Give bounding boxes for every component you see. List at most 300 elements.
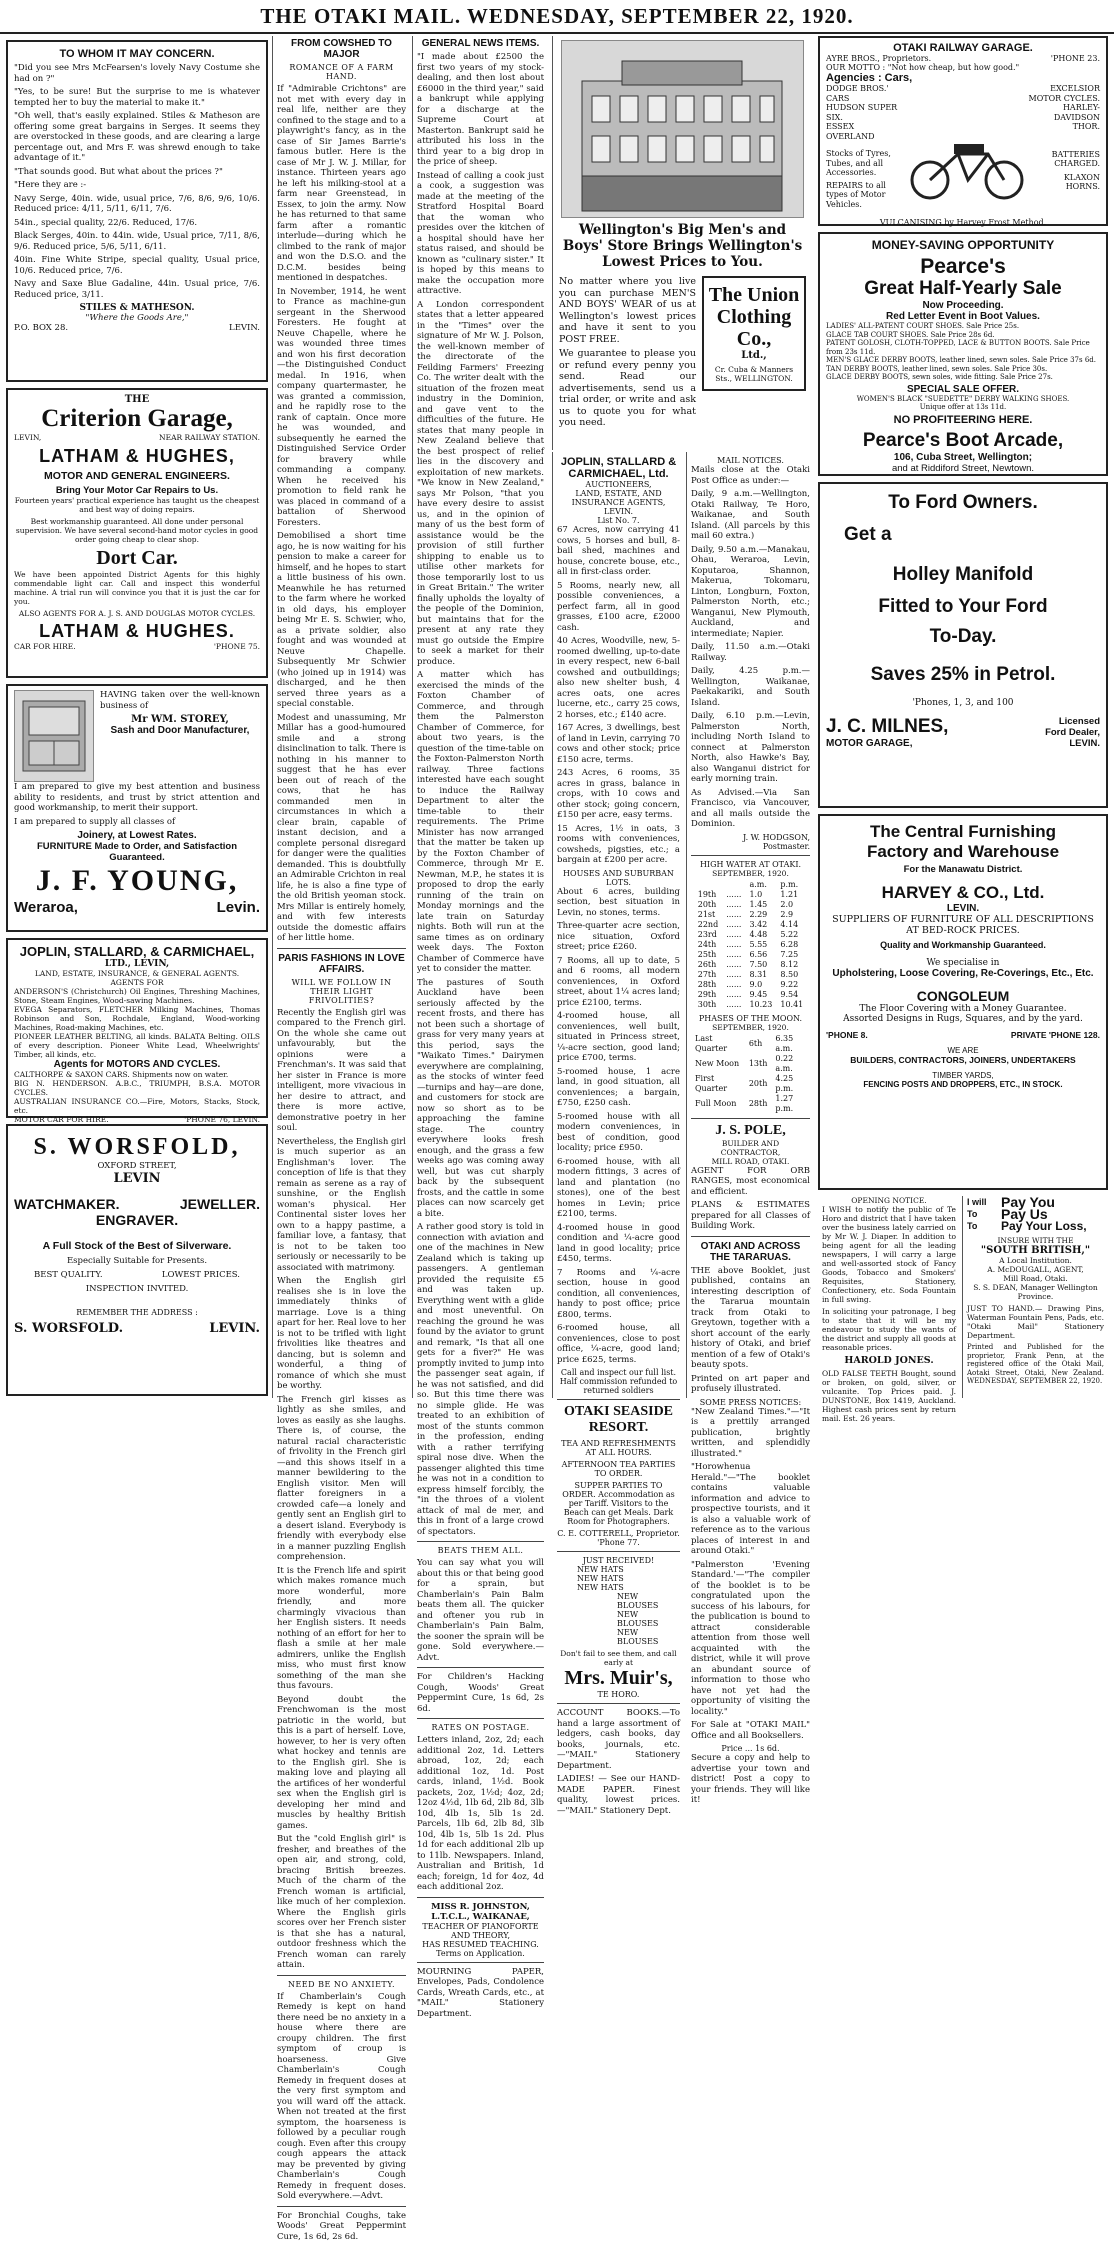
union-headline: Wellington's Big Men's and Boys' Store Brings Wellington's Lowest Prices to You.: [553, 222, 812, 270]
tide-cell: 4.14: [776, 920, 807, 930]
blouse-line: NEW BLOUSES: [557, 1592, 680, 1610]
joplin2-agents: LAND, ESTATE, AND INSURANCE AGENTS,: [557, 489, 680, 507]
mourning-ad: MOURNING PAPER, Envelopes, Pads, Condolence Cards, Wreath Cards, etc., at "MAIL" Stationery Department.: [417, 1967, 544, 2020]
car-brand: HUDSON SUPER SIX.: [826, 103, 908, 122]
tide-cell: 20th: [694, 900, 722, 910]
milnes-name: J. C. MILNES,: [826, 716, 948, 738]
cowshed-para: Demobilised a short time ago, he is now waiting for his pension to make a career for himself, and he hopes to start a little business of his own. Meanwhile he has returned to the farm where he worked in old days, his employer being Mr E. S. Schwier, who, as a private soldier, also fought and was wounded at Neuve Chapelle. Subsequently Mr Schwier (who joined up in 1914) was discharged, and he then served three years as a special constable.: [277, 531, 406, 710]
tide-row: [694, 940, 808, 950]
worsfold-stock: A Full Stock of the Best of Silverware.: [14, 1240, 260, 1252]
muir-title: JUST RECEIVED!: [557, 1556, 680, 1565]
cowshed-headline: FROM COWSHED TO MAJOR: [277, 38, 406, 60]
johnston-teacher: TEACHER OF PIANOFORTE AND THEORY,: [417, 1922, 544, 1940]
pearce-unique: Unique offer at 13s 11d.: [826, 403, 1100, 411]
listing: 167 Acres, 3 dwellings, best of land in Levin, carrying 70 cows and other stock; price £150 acre, terms.: [557, 723, 680, 765]
paris-sub: WILL WE FOLLOW IN THEIR LIGHT FRIVOLITIES?: [277, 978, 406, 1005]
union-clothing-ad: [552, 36, 812, 450]
ford-phones: 'Phones, 1, 3, and 100: [826, 698, 1100, 708]
postage-headline: RATES ON POSTAGE.: [417, 1723, 544, 1732]
po-box: P.O. BOX 28.: [14, 323, 68, 333]
tararuas-p6: For Sale at "OTAKI MAIL" Office and all Booksellers.: [691, 1720, 810, 1741]
insure-l1: I will: [967, 1196, 1001, 1208]
harvey-assort: Assorted Designs in Rugs, Squares, and by the yard.: [826, 1014, 1100, 1024]
pearce-women: WOMEN'S BLACK "SUEDETTE" DERBY WALKING SHOES.: [826, 395, 1100, 403]
tide-cell: 8.31: [745, 970, 776, 980]
general-headline: GENERAL NEWS ITEMS.: [417, 38, 544, 49]
tide-cell: 26th: [694, 960, 722, 970]
blouse-line: NEW BLOUSES: [557, 1610, 680, 1628]
mail-para: Daily, 11.50 a.m.—Otaki Railway.: [691, 642, 810, 663]
phase-cell: 0.22 a.m.: [771, 1054, 810, 1074]
stiles-town: LEVIN.: [229, 323, 260, 333]
masthead: THE OTAKI MAIL. WEDNESDAY, SEPTEMBER 22, 1920.: [0, 0, 1114, 34]
tide-cell: ......: [722, 1000, 745, 1010]
tide-cell: 8.12: [776, 960, 807, 970]
remember: REMEMBER THE ADDRESS :: [14, 1308, 260, 1317]
phase-cell: 20th: [745, 1074, 772, 1094]
tide-cell: ......: [722, 940, 745, 950]
lowest-prices: LOWEST PRICES.: [162, 1270, 240, 1280]
sale-line: TAN DERBY BOOTS, leather lined, sewn soles. Sale Price 30s.: [826, 365, 1100, 374]
phase-cell: 6th: [745, 1034, 772, 1054]
criterion-near: NEAR RAILWAY STATION.: [159, 433, 260, 442]
postage-para: Letters inland, 2oz, 2d; each additional 2oz, 1d. Letters abroad, 1oz, 2d; each additional 1oz, 1d. Post cards, inland, 1½d. Book packets, 2oz, 1½d; 4oz, 2d; 12oz 4½d, 1lb 6d, 2lb 8d, 3lb 10d, 4lb 1s, 5lb 1s 2d. Parcels, 1lb 6d, 2lb 8d, 3lb 10d, 4lb 1s, 5lb 1s 2d. Plus 1d for each additional 2lb up to 11lb. Newspapers. Inland, Australian and British, 1d each; foreign, 1d for 4oz, 4d each additional 2oz.: [417, 1735, 544, 1893]
pearce-nopro: NO PROFITEERING HERE.: [826, 414, 1100, 426]
tide-cell: 2.29: [745, 910, 776, 920]
harvey-qual: Quality and Workmanship Guaranteed.: [826, 940, 1100, 950]
johnston-resumed: HAS RESUMED TEACHING.: [417, 1940, 544, 1949]
price-item: Black Serges, 40in. to 44in. wide, Usual price, 7/11, 8/6, 9/6. Reduced price, 5/6, 5/11, 6/11.: [14, 231, 260, 252]
joplin2-auct: AUCTIONEERS,: [557, 480, 680, 489]
phase-cell: First Quarter: [691, 1074, 745, 1094]
watchmaker: WATCHMAKER.: [14, 1196, 120, 1212]
tide-cell: 21st: [694, 910, 722, 920]
price-item: 40in. Fine White Stripe, special quality, Usual price, 10/6. Reduced price, 7/6.: [14, 255, 260, 276]
mail-para: Mails close at the Otaki Post Office as under:—: [691, 465, 810, 486]
ford-l5: To-Day.: [826, 626, 1100, 648]
young-ad: [6, 684, 268, 932]
tide-cell: 3.42: [745, 920, 776, 930]
column-joplin-listings: [552, 452, 684, 1398]
phases-title: PHASES OF THE MOON.: [691, 1014, 810, 1023]
union-address: Cr. Cuba & Manners Sts., WELLINGTON.: [706, 365, 802, 383]
young-furniture: FURNITURE Made to Order, and Satisfaction Guaranteed.: [14, 841, 260, 863]
union-body-2: We guarantee to please you or refund every penny you send. Read our advertisements, send us a trial order, or write and ask us to quote you for what you need.: [559, 348, 696, 429]
tide-cell: 5.22: [776, 930, 807, 940]
criterion-owners: LATHAM & HUGHES,: [14, 446, 260, 467]
joplin2-call: Call and inspect our full list.: [557, 1368, 680, 1377]
house-listing: Three-quarter acre section, nice situation, Oxford street; price £260.: [557, 921, 680, 953]
car-hire: CAR FOR HIRE.: [14, 642, 76, 651]
stiles-dialog-5: "Here they are :-: [14, 180, 260, 191]
cowshed-sub: ROMANCE OF A FARM HAND.: [277, 63, 406, 81]
young-joinery: Joinery, at Lowest Rates.: [14, 830, 260, 841]
tide-row: [694, 1000, 808, 1010]
johnston-terms: Terms on Application.: [417, 1949, 544, 1958]
railway-garage-ad: [818, 36, 1108, 226]
phase-cell: 13th: [745, 1054, 772, 1074]
tide-cell: ......: [722, 970, 745, 980]
phase-row: [691, 1094, 810, 1114]
tide-row: [694, 960, 808, 970]
tararuas-p4: "Horowhenua Herald."—"The booklet contains valuable information and advice to prospective tourists, and it is also a valuable work of reference as to the various places of interest in and around Otaki.": [691, 1462, 810, 1557]
cowshed-para: Modest and unassuming, Mr Millar has a good-humoured smile and a strong disinclination to talk. There is nothing in his manner to suggest that he has ever been out of reach of the cows, that he has commanded men in circumstances in which a clear brain, capable of instant decision, and a complete personal disregard for danger were the qualities demanded. This is doubtfully an Admirable Crichton in real life, he is also a fine type of the old British yeoman stock. Mrs Millar is entirely homely, and with few interests outside the domestic affairs of her little home.: [277, 713, 406, 944]
listing: 67 Acres, now carrying 41 cows, 5 horses and bull, 8-bail shed, machines and house, concrete bouse, etc., all in first-class order.: [557, 525, 680, 578]
criterion-the: THE: [14, 394, 260, 405]
listing: 5 Rooms, nearly new, all possible conveniences, a perfect farm, all in good grasses, £100 acre, £2000 cash.: [557, 581, 680, 634]
criterion-garage-ad: [6, 388, 268, 678]
insure-l5: To: [967, 1220, 1001, 1232]
tide-row: [694, 900, 808, 910]
joplin2-half: Half commission refunded to returned soldiers: [557, 1377, 680, 1395]
jeweller: JEWELLER.: [180, 1196, 260, 1212]
pearce-arcade: Pearce's Boot Arcade,: [826, 430, 1100, 452]
stiles-dialog-2: "Yes, to be sure! But the surprise to me is whatever tempted her to buy the material to make it.": [14, 87, 260, 108]
insure-l4: Pay Us: [1001, 1208, 1104, 1220]
criterion-p1: Fourteen years' practical experience has taught us the cheapest and best way of doing repairs.: [14, 496, 260, 514]
tide-cell: 6.28: [776, 940, 807, 950]
paris-para: But the "cold English girl" is fresher, and breathes of the open air, and strong, cold, bracing British breezes. Much of the charm of the French woman is artificial, like much of her complexion. Where the English girls scores over her French sister is that she has a natural, outdoor freshness which the French woman can rarely attain.: [277, 1834, 406, 1971]
worsfold-esp: Especially Suitable for Presents.: [14, 1256, 260, 1266]
milnes-garage: MOTOR GARAGE,: [826, 738, 948, 749]
tide-cell: ......: [722, 990, 745, 1000]
paris-para: When the English girl realises she is in love the immediately thinks of marriage. Love is a thing apart for her. Real love to her is not to be trifled with light frivolities like theatres and dancing, but is solemn and wonderful, a thing of romance of which she must be worthy.: [277, 1276, 406, 1392]
insure-l6: Pay Your Loss,: [1001, 1220, 1104, 1232]
tide-cell: 7.50: [745, 960, 776, 970]
price-item: 54in., special quality, 22/6. Reduced, 17/6.: [14, 218, 260, 229]
garage-klaxon: KLAXON HORNS.: [1028, 173, 1100, 192]
milnes-town: LEVIN.: [1045, 738, 1100, 749]
seaside-p1: TEA AND REFRESHMENTS AT ALL HOURS.: [557, 1439, 680, 1457]
general-para: A rather good story is told in connection with aviation and one of the machines in New Zealand which is taking up passengers. A gentleman provided the requisite £5 and was taken up. Everything went with a glide and most uneventful. On reaching the ground he was found by the aviator to grunt and remark, "Is that all one gets for a fiver?" He was promptly invited to jump into the passenger seat again, if he was not satisfied, and did so. But this time there was no simple glide. He was treated to an exhibition of most of the stunts common in the profession, ending with a rather terrifying spiral nose dive. When the passenger alighted this time he was not in a condition to express himself forcibly, the "in the throes of a violent attack of mal de mer, and this in front of a large crowd of spectators.: [417, 1222, 544, 1537]
sale-line: MEN'S GLACE DERBY BOOTS, leather lined, sewn soles. Sale Price 37s 6d.: [826, 356, 1100, 365]
seaside-phone: 'Phone 77.: [557, 1538, 680, 1547]
joplin-line: BIG N. HENDERSON. A.B.C., TRIUMPH, B.S.A. MOTOR CYCLES.: [14, 1079, 260, 1097]
tide-cell: ......: [722, 920, 745, 930]
mail-para: Daily, 9.50 a.m.—Manakau, Ohau, Weraroa, Levin, Koputaroa, Shannon, Makerua, Tokomaru, Linton, Longburn, Foxton, Palmerston North, etc.; Wanganui, New Plymouth, Auckland, and intermediate; Napier.: [691, 545, 810, 640]
tide-cell: 4.48: [745, 930, 776, 940]
tararuas-title: OTAKI AND ACROSS THE TARARUAS.: [691, 1241, 810, 1263]
criterion-levin: LEVIN,: [14, 433, 41, 442]
harvey-town: LEVIN.: [826, 903, 1100, 914]
tararuas-p5: "Palmerston 'Evening Standard.'—"The compiler of the booklet is to be congratulated upon the success of his labours, for the publication is bound to attract considerable attention from those well acquainted with the district, while it will prove an abundant source of information to those who have not yet had the opportunity of visiting the locality.": [691, 1560, 810, 1718]
general-para: A London correspondent states that a letter appeared in the "Times" over the signature of Mr W. J. Polson, the well-known member of the directorate of the Feilding Farmers' Freezing Co. The writer dealt with the situation of the frozen meat industry in the Dominion, and gave vent to the difficulties of the future. He states that many people in New Zealand believe that the best prospect of relief lies in the discovery and exploitation of new markets. "We know in New Zealand," says Mr Polson, "that you have every desire to assist us, and in the opinion of many of us the best form of assistance would be the provision of still further shipping to enable us to utilise other markets for those temporarily lost to us in Great Britain." The writer finally upholds the loyalty of the people of the Dominion, but maintains that for the present at any rate they must go outside the Empire to seek a market for their produce.: [417, 300, 544, 668]
house-listing: 7 Rooms and ¼-acre section, house in good condition, all conveniences, handy to post office; price £800, terms.: [557, 1268, 680, 1321]
sale-line: LADIES' ALL-PATENT COURT SHOES. Sale Price 25s.: [826, 322, 1100, 331]
muir-town: TE HORO.: [557, 1690, 680, 1699]
joplin-title: JOPLIN, STALLARD, & CARMICHAEL,: [14, 944, 260, 959]
tide-cell: 19th: [694, 890, 722, 900]
union-body: No matter where you live you can purchase MEN'S AND BOYS' WEAR of us at Wellington's lowest prices and have it sent to you POST FREE.: [559, 276, 696, 345]
joplin-sub-2: LAND, ESTATE, INSURANCE, & GENERAL AGENTS.: [14, 969, 260, 978]
criterion-name: Criterion Garage,: [14, 405, 260, 433]
house-listing: 7 Rooms, all up to date, 5 and 6 rooms, all modern conveniences, in Oxford street, about 1¼ acres land; price £2100, terms.: [557, 956, 680, 1009]
stationery-ad: JUST TO HAND.— Drawing Pins, Waterman Fountain Pens, Pads, etc. "Otaki Mail" Stationery Department.: [967, 1304, 1104, 1340]
tide-cell: 30th: [694, 1000, 722, 1010]
tide-cell: 1.0: [745, 890, 776, 900]
press-notices: SOME PRESS NOTICES:: [691, 1398, 810, 1407]
harvey-sup: SUPPLIERS OF FURNITURE OF ALL DESCRIPTIONS AT BED-ROCK PRICES.: [826, 914, 1100, 936]
harvey-h1: The Central Furnishing: [826, 822, 1100, 842]
harvey-for: For the Manawatu District.: [826, 864, 1100, 875]
harvey-name: HARVEY & CO., Ltd.: [826, 883, 1100, 903]
jones-sig: HAROLD JONES.: [822, 1355, 956, 1366]
union-logo-box: [702, 276, 806, 391]
pearce-special: SPECIAL SALE OFFER.: [826, 384, 1100, 395]
young-p3: I am prepared to supply all classes of: [14, 817, 260, 828]
pole-p2: PLANS & ESTIMATES prepared for all Classes of Building Work.: [691, 1200, 810, 1232]
tide-month: SEPTEMBER, 1920.: [691, 869, 810, 878]
pole-trade: BUILDER AND CONTRACTOR,: [691, 1139, 810, 1157]
criterion-owners-2: LATHAM & HUGHES.: [14, 621, 260, 642]
price-item: Navy and Saxe Blue Gadaline, 44in. Usual price, 7/6. Reduced price, 3/11.: [14, 279, 260, 300]
listing: 40 Acres, Woodville, new, 5-roomed dwelling, up-to-date in every respect, new 6-bail cowshed and outbuildings; also new shelter bush, 4 acres oats, one acres lucerne, etc., carry 25 cows, 2 horses, etc.; £140 acre.: [557, 636, 680, 720]
ford-l1: To Ford Owners.: [826, 492, 1100, 514]
store-illustration: [561, 40, 804, 218]
insure-dean: S. S. DEAN, Manager Wellington Province.: [967, 1283, 1104, 1301]
jones-title: OPENING NOTICE.: [822, 1196, 956, 1205]
paris-para: The French girl kisses as lightly as she smiles, and loves as easily as she laughs. There is, of course, the natural racial characteristic of frivolity in the French girl—and this shows itself in a manner bewildering to the English visitor. Men will flatter foreigners in a crowded cafe—a lonely and gently sent an English girl to a desert island. Everybody is friendly with everybody else in a manner puzzling English comprehension.: [277, 1395, 406, 1563]
pearce-now: Now Proceeding.: [826, 300, 1100, 311]
tide-row: [694, 890, 808, 900]
tide-cell: 2.0: [776, 900, 807, 910]
mail-post: Postmaster.: [691, 842, 810, 851]
harvey-phone-1: 'PHONE 8.: [826, 1030, 868, 1040]
tide-cell: ......: [722, 960, 745, 970]
paris-para: Recently the English girl was compared to the French girl. On the whole she came out unfavourably, but the opinions were a Frenchman's. It was said that her sister in France is more intelligent, more vivacious in her desire to attract, and there is more active, demonstrative poetry in her soul.: [277, 1008, 406, 1134]
phase-cell: 4.25 p.m.: [771, 1074, 810, 1094]
sale-line: GLACE TAB COURT SHOES. Sale Price 28s 6d.: [826, 331, 1100, 340]
garage-stocks: Stocks of Tyres, Tubes, and all Accessories.: [826, 149, 908, 178]
ford-l3: Holley Manifold: [826, 564, 1100, 586]
building-icon: [562, 41, 804, 217]
house-listing: 4-roomed house in good condition and ¼-acre good land in good locality; price £450, terms.: [557, 1223, 680, 1265]
tide-cell: 1.21: [776, 890, 807, 900]
general-para: The pastures of South Auckland have been seriously affected by the recent frosts, and there has not been such a shortage of grass for very many years at this period, says the "Waikato Times." Dairymen everywhere are complaining, as the stocks of winter feed—turnips and hay—are done, and customers for stock are now so short as to be approaching the famine stage. The country everywhere looks fresh enough, and the grass a few weeks ago was coming away well, but was cut sharply back by the subsequent frosts, and the cattle in some places can now scarcely get a bite.: [417, 978, 544, 1220]
worsfold-street: OXFORD STREET,: [14, 1161, 260, 1171]
johnston-name: MISS R. JOHNSTON, L.T.C.L., WAIKANAE,: [417, 1902, 544, 1922]
tide-row: [694, 930, 808, 940]
houses-headline: HOUSES AND SUBURBAN LOTS.: [557, 869, 680, 887]
garage-batteries: BATTERIES CHARGED.: [1028, 150, 1100, 169]
young-levin: Levin.: [217, 899, 260, 916]
tararuas-p7: Secure a copy and help to advertise your town and district! Post a copy to your friends. They will like it!: [691, 1753, 810, 1806]
tide-table: [694, 880, 808, 1010]
phase-row: [691, 1054, 810, 1074]
seaside-title: OTAKI SEASIDE RESORT.: [557, 1404, 680, 1436]
phase-row: [691, 1034, 810, 1054]
paris-headline: PARIS FASHIONS IN LOVE AFFAIRS.: [277, 953, 406, 975]
harvey-spec: We specialise in: [826, 958, 1100, 968]
insure-l2: Pay You: [1001, 1196, 1104, 1208]
ford-l6: Saves 25% in Petrol.: [826, 664, 1100, 686]
garage-motto: OUR MOTTO : "Not how cheap, but how good.": [826, 63, 1100, 72]
tide-cell: ......: [722, 910, 745, 920]
column-notices: [686, 452, 814, 1398]
harvey-weare: WE ARE: [826, 1046, 1100, 1055]
phase-cell: 28th: [745, 1094, 772, 1114]
criterion-p3: We have been appointed District Agents for this highly commendable light car. Call and inspect this wonderful machine. A trial run will convince you that it is just the car for you.: [14, 570, 260, 606]
stiles-matheson-ad: [6, 40, 268, 382]
union-ltd: Ltd.,: [706, 350, 802, 361]
insure-agent: A. McDOUGALL, AGENT,: [967, 1265, 1104, 1274]
worsfold-town: LEVIN: [14, 1171, 260, 1186]
pearce-top: MONEY-SAVING OPPORTUNITY: [826, 238, 1100, 252]
mail-para: As Advised.—Via San Francisco, via Vancouver, and all mails outside the Dominion.: [691, 788, 810, 830]
joplin-phone: 'PHONE 76, LEVIN.: [184, 1115, 260, 1124]
price-item: Navy Serge, 40in. wide, usual price, 7/6, 8/6, 9/6, 10/6. Reduced price: 4/11, 5/11, 6/11, 7/6.: [14, 194, 260, 215]
criterion-p2: Best workmanship guaranteed. All done under personal supervision. We have several second-hand motor cycles in good order going cheap to clear shop.: [14, 517, 260, 544]
seaside-p2: AFTERNOON TEA PARTIES TO ORDER.: [557, 1460, 680, 1478]
mail-para: Daily, 6.10 p.m.—Levin, Palmerston North, including North Island to connect at Palmerston North, also Hawke's Bay, also Wanganui district for early morning train.: [691, 711, 810, 785]
pole-name: J. S. POLE,: [691, 1123, 810, 1139]
union-name: The Union Clothing Co.,: [706, 284, 802, 350]
tide-row: [694, 970, 808, 980]
worsfold-name: S. WORSFOLD,: [14, 1134, 260, 1161]
garage-vulc: VULCANISING by Harvey Frost Method.: [826, 218, 1100, 227]
tide-cell: 2.9: [776, 910, 807, 920]
tide-cell: 6.56: [745, 950, 776, 960]
phase-cell: New Moon: [691, 1054, 745, 1074]
joplin-line: PIONEER LEATHER BELTING, all kinds. BALATA Belting. OILS of every description. Pioneer White Lead, Wheelwrights' Timber, all kinds, etc.: [14, 1032, 260, 1059]
pole-p1: AGENT FOR ORB RANGES, most economical and efficient.: [691, 1166, 810, 1198]
garage-repairs: REPAIRS to all types of Motor Vehicles.: [826, 181, 908, 210]
criterion-phone: 'PHONE 75.: [214, 642, 260, 651]
harvey-ad: [818, 814, 1108, 1190]
beats-headline: BEATS THEM ALL.: [417, 1546, 544, 1555]
joplin-hire: MOTOR CAR FOR HIRE.: [14, 1115, 109, 1124]
tide-cell: ......: [722, 930, 745, 940]
joplin2-list: List No. 7.: [557, 516, 680, 525]
insure-with: INSURE WITH THE: [967, 1236, 1104, 1245]
false-teeth-ad: OLD FALSE TEETH Bought, sound or broken, on gold, silver, or vulcanite. Top Prices paid. J. DUNSTONE, Box 1419, Auckland. Highest cash prices sent by return mail. Est. 26 years.: [822, 1369, 956, 1423]
general-para: "I made about £2500 the first two years of my stock-dealing, and then lost about £6000 in the third year," said a bankrupt while applying for a discharge at the Supreme Court at Masterton. Bankrupt said he attributed his loss in the third year to a big drop in the price of sheep.: [417, 52, 544, 168]
tide-row: [694, 950, 808, 960]
insure-agent-2: Mill Road, Otaki.: [967, 1274, 1104, 1283]
tide-row: [694, 980, 808, 990]
licensed: Licensed: [1045, 716, 1100, 727]
harvey-floor: The Floor Covering with a Money Guarantee.: [826, 1004, 1100, 1014]
ford-ad: [818, 482, 1108, 808]
joplin-line: CALTHORPE & SAXON CARS. Shipments now on water.: [14, 1070, 260, 1079]
pearce-addr-2: and at Riddiford Street, Newtown.: [826, 463, 1100, 474]
ford-dealer: Ford Dealer,: [1045, 727, 1100, 738]
joplin-line: AUSTRALIAN INSURANCE CO.—Fire, Motors, Stacks, Stock, etc.: [14, 1097, 260, 1115]
garage-phone: 'PHONE 23.: [1051, 54, 1100, 63]
tide-cell: 24th: [694, 940, 722, 950]
criterion-trade: MOTOR AND GENERAL ENGINEERS.: [14, 470, 260, 482]
ford-l2: Get a: [844, 524, 1100, 546]
tide-row: [694, 920, 808, 930]
pearce-sale: Great Half-Yearly Sale: [826, 278, 1100, 300]
joplin2-title: JOPLIN, STALLARD & CARMICHAEL, Ltd.: [557, 456, 680, 480]
hacking-ad: For Children's Hacking Cough, Woods' Great Peppermint Cure, 1s 6d, 2s 6d.: [417, 1672, 544, 1714]
worsfold-ad: [6, 1124, 268, 1396]
young-p1: HAVING taken over the well-known business of: [100, 690, 260, 711]
joplin-motor: Agents for MOTORS AND CYCLES.: [14, 1059, 260, 1070]
stiles-motto: "Where the Goods Are,": [14, 313, 260, 323]
tide-cell: 9.0: [745, 980, 776, 990]
tide-cell: 10.41: [776, 1000, 807, 1010]
house-listing: 6-roomed house, with all modern fittings, 3 acres of land and plantation (no stones), one of the best homes in Levin; price £2100, terms.: [557, 1157, 680, 1220]
criterion-bring: Bring Your Motor Car Repairs to Us.: [14, 485, 260, 496]
tide-cell: 9.22: [776, 980, 807, 990]
tide-row: [694, 910, 808, 920]
paris-para: Beyond doubt the Frenchwoman is the most patriotic in the world, but this is a part of herself. Love, however, to her is very often what hockey and tennis are to the English girl. She is making love and playing all the artifices of her wonderful sex when the English girl is developing her mind and muscles by healthy British games.: [277, 1695, 406, 1832]
phase-cell: Last Quarter: [691, 1034, 745, 1054]
accounts-ad: ACCOUNT BOOKS.—To hand a large assortment of ledgers, cash books, day books, journals, etc.—"MAIL" Stationery Department.: [557, 1708, 680, 1771]
mail-sig: J. W. HODGSON,: [691, 833, 810, 842]
jones-notice: [818, 1196, 960, 1398]
listing: 15 Acres, 1½ in oats, 3 rooms with conveniences, cowsheds, pigsties, etc.; a bargain at £200 per acre.: [557, 824, 680, 866]
cycle-brand: MOTOR CYCLES.: [1028, 94, 1100, 104]
tide-cell: 7.25: [776, 950, 807, 960]
tide-cell: 27th: [694, 970, 722, 980]
cabinet-illustration: [14, 690, 94, 782]
garage-title: OTAKI RAILWAY GARAGE.: [826, 42, 1100, 54]
tide-cell: 28th: [694, 980, 722, 990]
house-listing: 5-roomed house, 1 acre land, in good situation, all conveniences; a bargain, £750, £250 cash.: [557, 1067, 680, 1109]
phases-table: [691, 1034, 810, 1114]
jones-p1: I WISH to notify the public of Te Horo and district that I have taken over the business lately carried on by Mr W. J. Diaper. In addition to being agent for all the leading newspapers, I will carry a large and well-assorted stock of Fancy Goods, Tobacco and Smokers' Requisites, Stationery, Confectionery, etc. Soda Fountain in full swing.: [822, 1205, 956, 1304]
beats-para: You can say what you will about this or that being good for a sprain, but Chamberlain's Pain Balm beats them all. The quicker and oftener you rub in Chamberlain's Pain Balm, the sooner the sprain will be gone. Sold everywhere.—Advt.: [417, 1558, 544, 1663]
stiles-dialog-1: "Did you see Mrs McFearsen's lovely Navy Costume she had on ?": [14, 63, 260, 84]
stiles-signature: STILES & MATHESON.: [14, 303, 260, 313]
tide-cell: 9.54: [776, 990, 807, 1000]
insure-local: A Local Institution.: [967, 1256, 1104, 1265]
muir-call: Don't fail to see them, and call early at: [557, 1649, 680, 1667]
harvey-h2: Factory and Warehouse: [826, 842, 1100, 862]
young-signature: J. F. YOUNG,: [14, 863, 260, 899]
worsfold-town-2: LEVIN.: [209, 1321, 260, 1336]
tararuas-p1: THE above Booklet, just published, contains an interesting description of the Tararua mountain track from Otaki to Greytown, together with a short account of the early history of Otaki, and brief mention of a few of Otaki's beauty spots.: [691, 1266, 810, 1371]
house-listing: 6-roomed house, all conveniences, close to post office, ¼-acre, good land; price £625, terms.: [557, 1323, 680, 1365]
listing: 243 Acres, 6 rooms, 35 acres in grass, balance in crops, with 10 cows and other stock; going concern, £150 per acre, easy terms.: [557, 768, 680, 821]
south-british: "SOUTH BRITISH,": [967, 1245, 1104, 1256]
mail-para: Daily, 4.25 p.m.—Wellington, Waikanae, Paekakariki, and South Island.: [691, 666, 810, 708]
house-listing: About 6 acres, building section, best situation in Levin, no stones, terms.: [557, 887, 680, 919]
cowshed-para: In November, 1914, he went to France as machine-gun sergeant in the Sherwood Foresters. He fought at Neuve Chapelle, where he was wounded three times and won his first decoration—the Distinguished Conduct medal. In 1916, when company quartermaster, he was granted a commission, and he rapidly rose to the rank of captain. Once more he was wounded, and subsequently he earned the Distinguished Service Order for bravery while commanding a company. When he received his promotion to field rank he was placed in command of a battalion of Sherwood Foresters.: [277, 287, 406, 529]
stiles-dialog-4: "That sounds good. But what about the prices ?": [14, 167, 260, 178]
jones-p2: In soliciting your patronage, I beg to state that it will be my endeavour to study the wants of the district and supply all goods at reasonable prices.: [822, 1307, 956, 1352]
congoleum: CONGOLEUM: [826, 988, 1100, 1004]
car-brand: OVERLAND: [826, 132, 908, 142]
mail-title: MAIL NOTICES.: [691, 456, 810, 465]
tide-cell: ......: [722, 890, 745, 900]
garage-agencies: Agencies : Cars,: [826, 72, 1100, 84]
phase-row: [691, 1074, 810, 1094]
column-news-2: [412, 36, 548, 1398]
phase-cell: 1.27 p.m.: [771, 1094, 810, 1114]
tararuas-p2: Printed on art paper and profusely illustrated.: [691, 1374, 810, 1395]
mail-para: Daily, 9 a.m.—Wellington, Otaki Railway, Te Horo, Waikanae, and South Island. (All parcels by this mail 60 extra.): [691, 489, 810, 542]
harvey-build: BUILDERS, CONTRACTORS, JOINERS, UNDERTAKERS: [826, 1055, 1100, 1065]
sale-line: PATENT GOLOSH, CLOTH-TOPPED, LACE & BUTTON BOOTS. Sale Price from 23s 11d.: [826, 339, 1100, 356]
imprint: Printed and Published for the proprietor, Frank Penn, at the registered office of the Otaki Mail, Aotaki Street, Otaki, New Zealand. WEDNESDAY, SEPTEMBER 22, 1920.: [967, 1343, 1104, 1386]
hat-line: NEW HATS: [557, 1583, 680, 1592]
pearce-name: Pearce's: [826, 256, 1100, 278]
column-news-1: [272, 36, 410, 1398]
young-p2: I am prepared to give my best attention and business ability to residents, and trust by strict attention and good workmanship, to merit their support.: [14, 782, 260, 814]
tide-row: [694, 990, 808, 1000]
pole-address: MILL ROAD, OTAKI.: [691, 1157, 810, 1166]
criterion-agents: ALSO AGENTS FOR A. J. S. AND DOUGLAS MOTOR CYCLES.: [14, 609, 260, 618]
harvey-phone-2: PRIVATE 'PHONE 128.: [1011, 1030, 1100, 1040]
tide-title: HIGH WATER AT OTAKI.: [691, 860, 810, 869]
house-listing: 5-roomed house with all modern conveniences, in best of condition, good locality; price £950.: [557, 1112, 680, 1154]
bronchial-ad: For Bronchial Coughs, take Woods' Great Peppermint Cure, 1s 6d, 2s 6d.: [277, 2211, 406, 2242]
tide-cell: 23rd: [694, 930, 722, 940]
